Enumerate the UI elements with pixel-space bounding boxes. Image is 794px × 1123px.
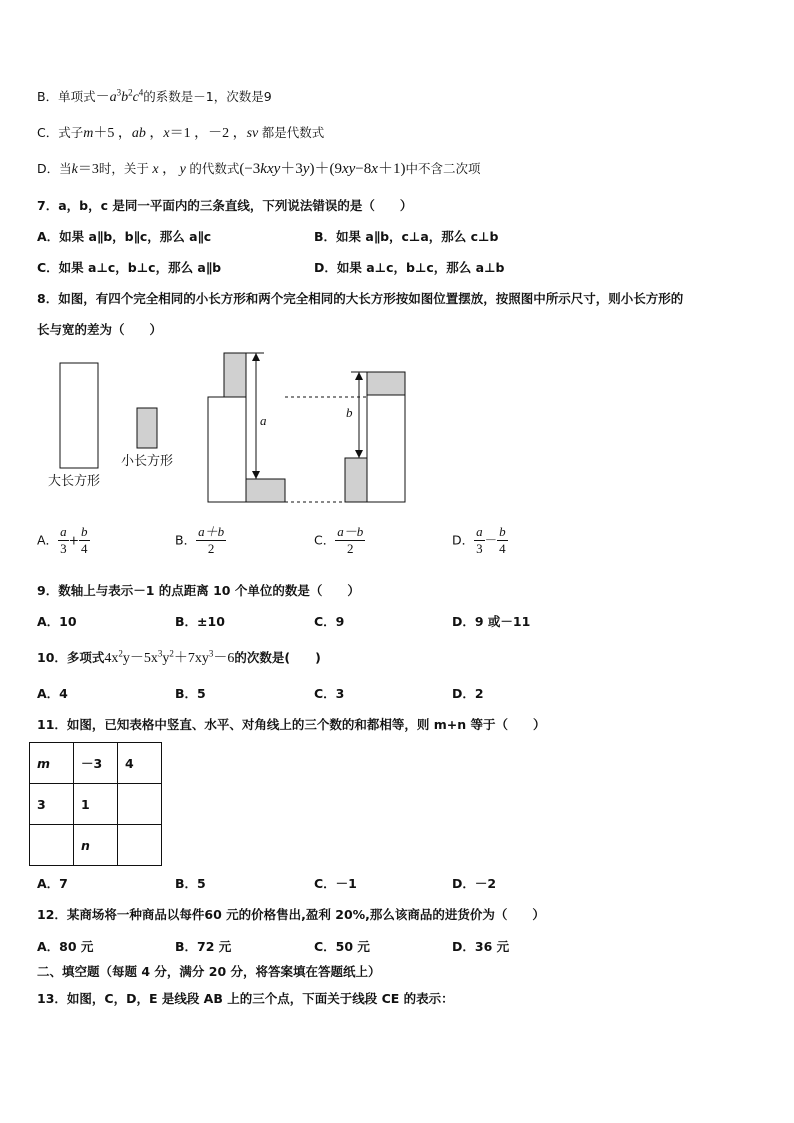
q6-option-c: C．式子m＋5 ，ab ，x＝1 ，－2 ，sv 都是代数式 xyxy=(37,125,325,141)
q7-option-b: B．如果 a∥b，c⊥a，那么 c⊥b xyxy=(314,229,499,244)
left-bottom-small-rect xyxy=(246,479,285,502)
grid-cell: －3 xyxy=(74,743,118,784)
q11-option-b: B．5 xyxy=(175,876,206,891)
q9-option-d: D．9 或－11 xyxy=(452,614,531,629)
q13-stem: 13．如图，C，D，E 是线段 AB 上的三个点，下面关于线段 CE 的表示： xyxy=(37,991,454,1006)
small-rectangle-label: 小长方形 xyxy=(121,454,174,469)
q9-option-a: A．10 xyxy=(37,614,77,629)
polynomial-q10: $4x^2y-5x^3y^2+7xy^3-6$ xyxy=(104,648,235,666)
grid-cell: 4 xyxy=(118,743,162,784)
left-top-small-rect xyxy=(224,353,246,397)
section-heading: 二、填空题（每题 4 分，满分 20 分，将答案填在答题纸上） xyxy=(37,964,381,979)
q8-figure xyxy=(40,345,420,515)
polynomial-expression: (−3kxy＋3y)＋(9xy−8x＋1) xyxy=(239,161,406,177)
q8-stem-line1: 8．如图，有四个完全相同的小长方形和两个完全相同的大长方形按如图位置摆放，按照图中所示尺寸，则小长方形的 xyxy=(37,291,684,306)
a-dimension-label: a xyxy=(260,413,267,428)
grid-cell: m xyxy=(30,743,74,784)
big-rectangle-label: 大长方形 xyxy=(48,474,101,489)
grid-cell: n xyxy=(74,825,118,866)
grid-cell xyxy=(118,825,162,866)
q12-option-d: D．36 元 xyxy=(452,939,510,954)
q12-option-c: C．50 元 xyxy=(314,939,370,954)
q9-stem: 9．数轴上与表示－1 的点距离 10 个单位的数是（ ） xyxy=(37,583,360,598)
q6-option-b: B．单项式$-a^3b^2c^4$的系数是－1，次数是9 xyxy=(37,87,272,105)
q8-option-a: A． $\frac{a}{3}$ + $\frac{b}{4}$ xyxy=(37,524,88,556)
big-rectangle-sample xyxy=(60,363,98,468)
b-dimension-label: b xyxy=(346,405,353,420)
grid-cell: 1 xyxy=(74,784,118,825)
grid-cell xyxy=(30,825,74,866)
small-rectangle-sample xyxy=(137,408,157,448)
q9-option-c: C．9 xyxy=(314,614,345,629)
expressions-list: m＋5 ，ab ，x＝1 ，－2 ，sv xyxy=(83,126,259,141)
grid-cell xyxy=(118,784,162,825)
q6-option-d: D．当k＝3时，关于 x ， y 的代数式(−3kxy＋3y)＋(9xy−8x＋1)中不含二次项 xyxy=(37,161,481,177)
q7-stem: 7．a，b，c 是同一平面内的三条直线，下列说法错误的是（ ） xyxy=(37,198,413,213)
q10-option-b: B．5 xyxy=(175,686,206,701)
right-bottom-small-rect xyxy=(345,458,367,502)
q7-option-d: D．如果 a⊥c，b⊥c，那么 a⊥b xyxy=(314,260,505,275)
q10-option-c: C．3 xyxy=(314,686,345,701)
q12-option-a: A．80 元 xyxy=(37,939,94,954)
q11-option-c: C．－1 xyxy=(314,876,357,891)
q12-option-b: B．72 元 xyxy=(175,939,232,954)
q7-option-c: C．如果 a⊥c，b⊥c，那么 a∥b xyxy=(37,260,222,275)
q10-option-a: A．4 xyxy=(37,686,68,701)
q8-stem-line2: 长与宽的差为（ ） xyxy=(37,322,163,337)
q12-stem: 12．某商场将一种商品以每件60 元的价格售出,盈利 20%,那么该商品的进货价为（ ） xyxy=(37,907,545,922)
q11-stem: 11．如图，已知表格中竖直、水平、对角线上的三个数的和都相等，则 m+n 等于（ ） xyxy=(37,717,546,732)
q11-option-d: D．－2 xyxy=(452,876,497,891)
monomial-expression: $-a^3b^2c^4$ xyxy=(95,87,144,105)
q8-option-b: B． $\frac{a+b}{2}$ xyxy=(175,524,225,556)
q11-option-a: A．7 xyxy=(37,876,68,891)
right-big-rectangle xyxy=(367,395,405,502)
left-big-rectangle xyxy=(208,397,246,502)
grid-cell: 3 xyxy=(30,784,74,825)
q9-option-b: B．±10 xyxy=(175,614,225,629)
q8-option-d: D． $\frac{a}{3}$ － $\frac{b}{4}$ xyxy=(452,524,506,556)
q7-option-a: A．如果 a∥b，b∥c，那么 a∥c xyxy=(37,229,212,244)
q10-option-d: D．2 xyxy=(452,686,484,701)
q10-stem: 10．多项式$4x^2y-5x^3y^2+7xy^3-6$的次数是( ) xyxy=(37,648,321,666)
q11-magic-square xyxy=(29,742,162,866)
right-top-small-rect xyxy=(367,372,405,395)
q8-option-c: C． $\frac{a-b}{2}$ xyxy=(314,524,364,556)
